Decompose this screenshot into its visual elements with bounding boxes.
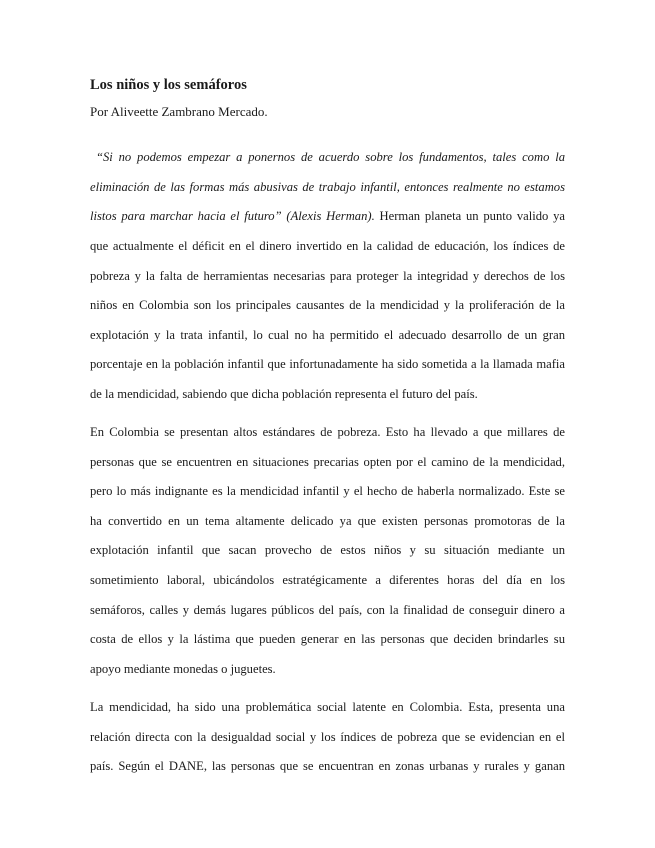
paragraph2-line: sometimiento laboral, ubicándolos estratégicamente a diferentes horas del día en los <box>90 573 565 587</box>
document-author: Por Aliveette Zambrano Mercado. <box>90 104 268 119</box>
paragraph1-line: de la mendicidad, sabiendo que dicha población representa el futuro del país. <box>90 387 478 401</box>
paragraph2-line: apoyo mediante monedas o juguetes. <box>90 662 276 676</box>
paragraph3-line: La mendicidad, ha sido una problemática social latente en Colombia. Esta, presenta una <box>90 700 565 714</box>
paragraph1-line: explotación y la trata infantil, lo cual no ha permitido el adecuado desarrollo de un gran <box>90 328 565 342</box>
quote-line-2: eliminación de las formas más abusivas de trabajo infantil, entonces realmente no estamos <box>90 180 565 194</box>
paragraph1-line: pobreza y la falta de herramientas necesarias para proteger la integridad y derechos de los <box>90 269 565 283</box>
paragraph2-line: semáforos, calles y demás lugares públicos del país, con la finalidad de conseguir dinero a <box>90 603 565 617</box>
quote-line-3: listos para marchar hacia el futuro” (Alexis Herman). <box>90 209 375 223</box>
paragraph1-line-3 <box>90 208 565 224</box>
paragraph2-line: pero lo más indignante es la mendicidad infantil y el hecho de haberla normalizado. Este se <box>90 484 565 498</box>
paragraph2-line: explotación infantil que sacan provecho de estos niños y su situación mediante un <box>90 543 565 557</box>
paragraph2-line: En Colombia se presentan altos estándares de pobreza. Esto ha llevado a que millares de <box>90 425 565 439</box>
paragraph1-line: niños en Colombia son los principales causantes de la mendicidad y la proliferación de la <box>90 298 565 312</box>
paragraph2-line: ha convertido en un tema altamente delicado ya que existen personas promotoras de la <box>90 514 565 528</box>
paragraph2-line: costa de ellos y la lástima que pueden generar en las personas que deciden brindarles su <box>90 632 565 646</box>
paragraph3-line: relación directa con la desigualdad social y los índices de pobreza que se evidencian en el <box>90 730 565 744</box>
paragraph3-line: país. Según el DANE, las personas que se encuentran en zonas urbanas y rurales y ganan <box>90 759 565 773</box>
paragraph1-line-3-text: Herman planeta un punto valido ya <box>374 209 566 223</box>
paragraph2-line: personas que se encuentren en situaciones precarias opten por el camino de la mendicidad, <box>90 455 565 469</box>
paragraph1-line: que actualmente el déficit en el dinero invertido en la calidad de educación, los índices de <box>90 239 565 253</box>
quote-line-1: “Si no podemos empezar a ponernos de acuerdo sobre los fundamentos, tales como la <box>96 150 565 164</box>
paragraph1-line: porcentaje en la población infantil que infortunadamente ha sido sometida a la llamada mafia <box>90 357 565 371</box>
document-title: Los niños y los semáforos <box>90 77 247 93</box>
